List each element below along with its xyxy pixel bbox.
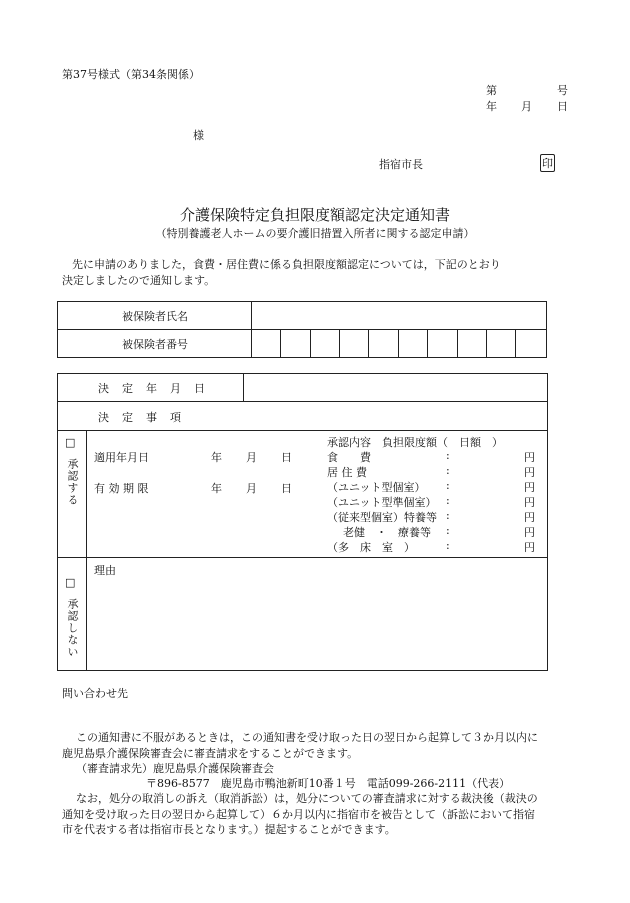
form-number: 第37号様式（第34条関係） [62,68,200,81]
document-subtitle: （特別養護老人ホームの要介護旧措置入所者に関する認定申請） [155,227,475,240]
item-residence-unit: 円 [524,466,535,479]
footer-appeal-destination: （審査請求先）鹿児島県介護保険審査会 [76,762,274,775]
approve-label: 承認する [66,458,79,506]
item-unit-semi-private-colon: : [446,494,450,507]
issue-no-prefix: 第 [486,84,497,97]
valid-period-label: 有 効 期 限 [94,482,149,495]
item-conventional-private-unit: 円 [524,511,535,524]
apply-date-year: 年 [211,451,222,464]
item-multi-bed-colon: : [446,539,450,552]
item-health-care-colon: : [446,524,450,537]
seal-mark: 印 [540,154,555,172]
reject-label: 承認しない [66,598,79,658]
footer-p1-line2: 鹿児島県介護保険審査会に審査請求をすることができます。 [62,747,359,760]
valid-period-year: 年 [211,482,222,495]
valid-period-day: 日 [281,482,292,495]
issue-date-year: 年 [486,100,497,113]
contact-label: 問い合わせ先 [62,687,128,700]
item-unit-semi-private-unit: 円 [524,496,535,509]
item-conventional-private-label: （従来型個室）特養等 [327,511,437,524]
recipient-honorific: 様 [193,129,204,142]
footer-p1-line1: この通知書に不服があるときは，この通知書を受け取った日の翌日から起算して３か月以内に [76,731,538,744]
footer-address: 〒896-8577 鹿児島市鴨池新町10番１号 電話099-266-2111（代表） [146,777,511,790]
item-residence-label: 居 住 費 [327,466,367,479]
item-unit-private-unit: 円 [524,481,535,494]
item-food-unit: 円 [524,451,535,464]
item-food-label: 食 費 [327,451,371,464]
intro-line-1: 先に申請のありました，食費・居住費に係る負担限度額認定については，下記のとおり [72,258,501,271]
item-health-care-unit: 円 [524,526,535,539]
issue-date-month: 月 [521,100,532,113]
item-health-care-label: 老健 ・ 療養等 [343,526,431,539]
decision-matters-label: 決 定 事 項 [98,411,182,424]
item-unit-semi-private-label: （ユニット型準個室） [327,496,437,509]
item-unit-private-label: （ユニット型個室） [327,481,426,494]
insured-name-field [252,302,545,329]
insured-number-label: 被保険者番号 [122,338,188,351]
item-multi-bed-unit: 円 [524,541,535,554]
document-title: 介護保険特定負担限度額認定決定通知書 [179,206,450,224]
item-residence-colon: : [446,464,450,477]
approval-content-header: 承認内容 負担限度額（ 日額 ） [327,436,503,449]
reason-label: 理由 [94,564,116,577]
intro-line-2: 決定しましたので通知します。 [62,274,216,287]
insured-name-label: 被保険者氏名 [122,310,188,323]
footer-p4-line3: 市を代表する者は指宿市長となります。）提起することができます。 [62,823,396,836]
apply-date-label: 適用年月日 [94,451,149,464]
issuer-name: 指宿市長 [379,158,423,171]
issue-no-suffix: 号 [557,84,568,97]
apply-date-month: 月 [246,451,257,464]
apply-date-day: 日 [281,451,292,464]
reject-checkbox[interactable]: □ [65,576,76,589]
issue-date-day: 日 [557,100,568,113]
item-conventional-private-colon: : [446,509,450,522]
footer-p4-line1: なお，処分の取消しの訴え（取消訴訟）は，処分についての審査請求に対する裁決後（裁決の [76,792,538,805]
approve-checkbox[interactable]: □ [65,436,76,449]
decision-date-label: 決 定 年 月 日 [98,382,206,395]
item-food-colon: : [446,449,450,462]
footer-p4-line2: 通知を受け取った日の翌日から起算して）６か月以内に指宿市を被告として（訴訟において指宿 [62,808,535,821]
item-multi-bed-label: （多 床 室 ） [327,541,415,554]
item-unit-private-colon: : [446,479,450,492]
valid-period-month: 月 [246,482,257,495]
